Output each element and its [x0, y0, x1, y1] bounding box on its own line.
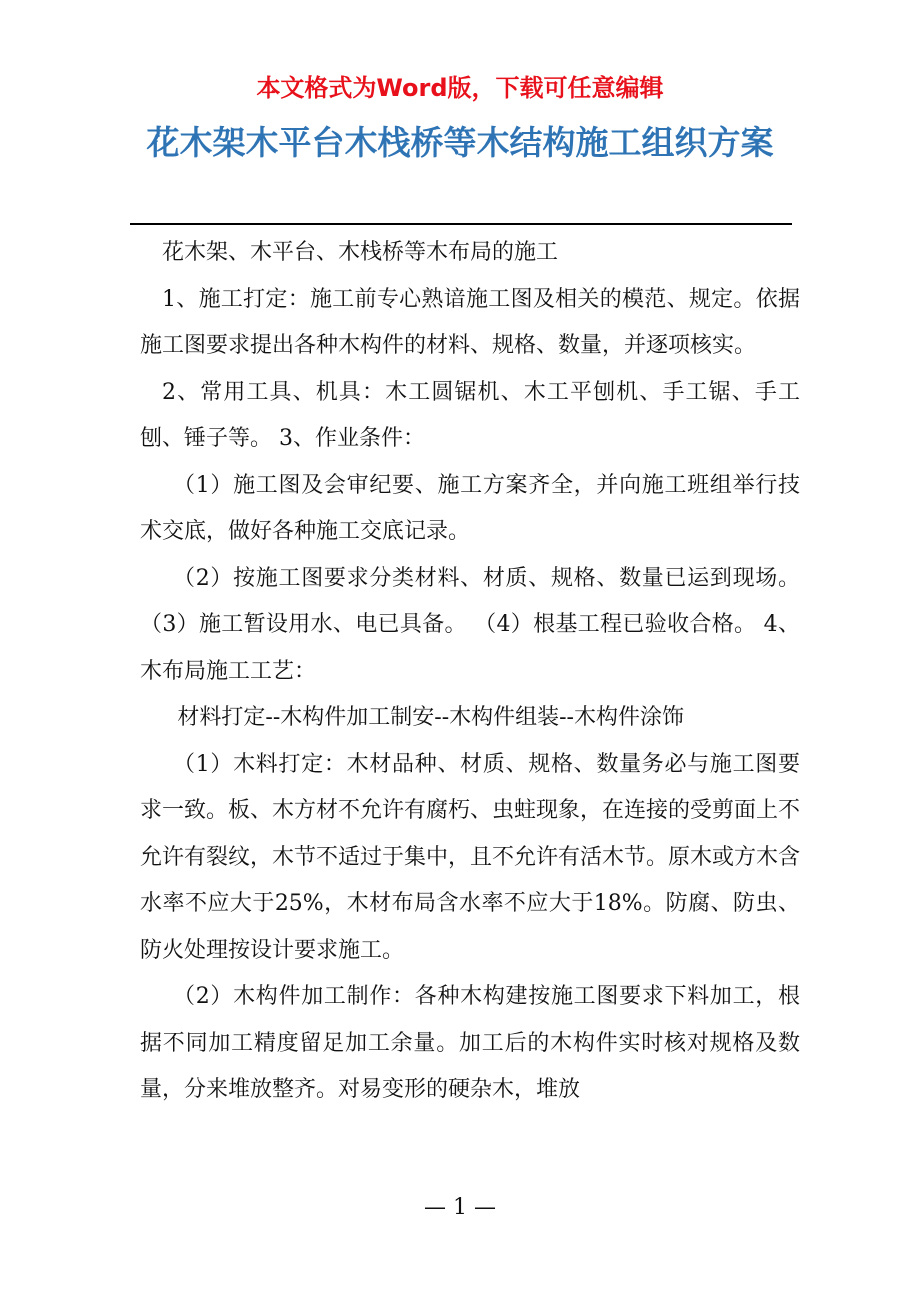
paragraph-process-flow: 材料打定--木构件加工制安--木构件组装--木构件涂饰: [177, 705, 684, 730]
paragraph-condition-1: （1）施工图及会审纪要、施工方案齐全，并向施工班组举行技术交底，做好各种施工交底记录。: [140, 472, 800, 544]
paragraph-tools: 2、常用工具、机具：木工圆锯机、木工平刨机、手工锯、手工刨、锤子等。 3、作业条件：: [140, 379, 800, 451]
document-title: 花木架木平台木栈桥等木结构施工组织方案: [146, 123, 774, 162]
download-notice: 本文格式为Word版，下载可任意编辑: [256, 74, 664, 102]
paragraph-component-fabrication: （2）木构件加工制作：各种木构建按施工图要求下料加工，根据不同加工精度留足加工余量。加工后的木构件实时核对规格及数量，分来堆放整齐。对易变形的硬杂木，堆放: [140, 984, 800, 1102]
page-number: — 1 —: [424, 1195, 496, 1220]
title-divider: [130, 223, 792, 225]
paragraph-material-prep: （1）木料打定：木材品种、材质、规格、数量务必与施工图要求一致。板、木方材不允许有腐朽、虫蛀现象，在连接的受剪面上不允许有裂纹，木节不适过于集中，且不允许有活木节。原木或方木含水率不应大于25%，木材布局含水率不应大于18%。防腐、防虫、防火处理按设计要求施工。: [140, 751, 801, 963]
paragraph-condition-2: （2）按施工图要求分类材料、材质、规格、数量已运到现场。 （3）施工暂设用水、电已具备。 （4）根基工程已验收合格。 4、木布局施工工艺：: [140, 565, 800, 684]
document-body: [140, 230, 800, 1114]
paragraph-intro: 花木架、木平台、木栈桥等木布局的施工: [162, 240, 559, 265]
paragraph-preparation: 1、施工打定：施工前专心熟谙施工图及相关的模范、规定。依据施工图要求提出各种木构件的材料、规格、数量，并逐项核实。: [140, 286, 800, 358]
